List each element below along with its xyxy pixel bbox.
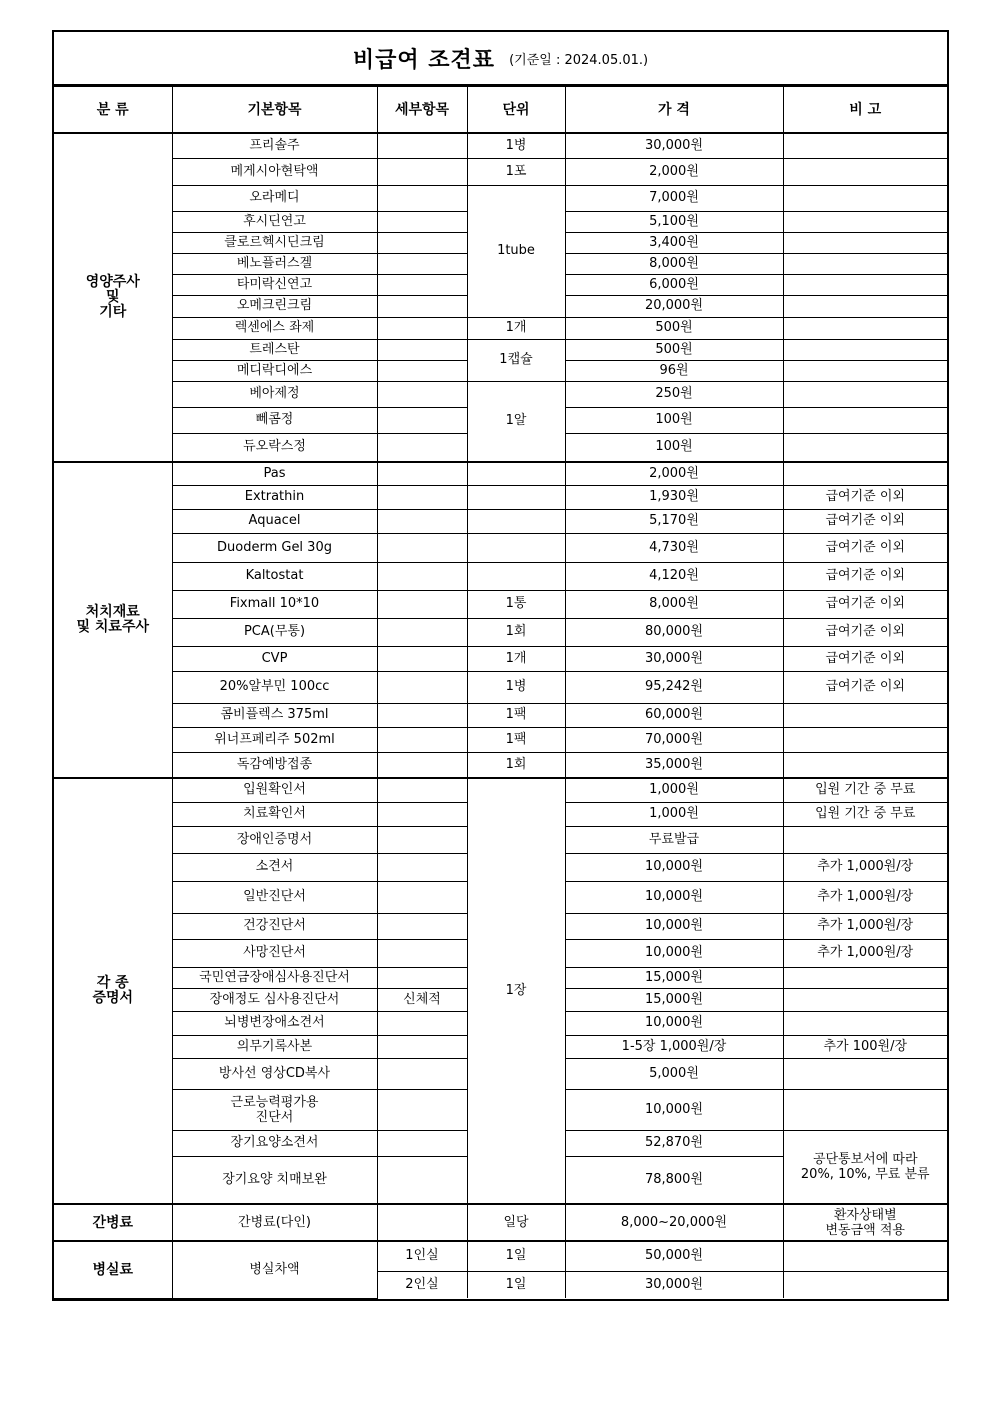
note-cell — [783, 1241, 947, 1271]
header-subitem: 세부항목 — [377, 87, 467, 134]
table-row — [54, 703, 947, 727]
table-row — [54, 509, 947, 533]
price-cell: 5,100원 — [565, 211, 783, 232]
note-cell — [783, 133, 947, 158]
table-row — [54, 671, 947, 703]
subitem-cell — [377, 752, 467, 778]
item-name: 입원확인서 — [172, 778, 377, 802]
subitem-cell — [377, 253, 467, 274]
header-category: 분 류 — [54, 87, 172, 134]
item-name: 메디락디에스 — [172, 360, 377, 381]
subitem-cell — [377, 939, 467, 967]
price-cell: 10,000원 — [565, 1089, 783, 1130]
table-row — [54, 185, 947, 211]
note-cell: 급여기준 이외 — [783, 671, 947, 703]
item-name: 베아제정 — [172, 381, 377, 407]
price-cell: 70,000원 — [565, 727, 783, 752]
note-cell: 급여기준 이외 — [783, 590, 947, 618]
note-cell: 급여기준 이외 — [783, 646, 947, 671]
subitem-cell — [377, 158, 467, 185]
price-cell: 96원 — [565, 360, 783, 381]
item-name: 오메크린크림 — [172, 295, 377, 317]
price-cell: 2,000원 — [565, 158, 783, 185]
price-cell: 8,000원 — [565, 590, 783, 618]
price-cell: 10,000원 — [565, 1011, 783, 1035]
note-cell — [783, 158, 947, 185]
table-row — [54, 158, 947, 185]
subitem-cell — [377, 1035, 467, 1058]
unit-cell: 1통 — [467, 590, 565, 618]
item-name: 듀오락스정 — [172, 433, 377, 462]
item-name: 장기요양소견서 — [172, 1130, 377, 1156]
subitem-cell — [377, 671, 467, 703]
price-cell: 10,000원 — [565, 853, 783, 881]
price-cell: 30,000원 — [565, 1271, 783, 1298]
table-row — [54, 485, 947, 509]
price-cell: 250원 — [565, 381, 783, 407]
unit-cell — [467, 462, 565, 485]
unit-cell: 1개 — [467, 317, 565, 339]
item-name: Extrathin — [172, 485, 377, 509]
price-cell: 10,000원 — [565, 881, 783, 913]
table-header-row — [54, 87, 947, 134]
note-cell — [783, 232, 947, 253]
note-cell: 급여기준 이외 — [783, 533, 947, 562]
item-name: 콤비플렉스 375ml — [172, 703, 377, 727]
price-cell: 60,000원 — [565, 703, 783, 727]
unit-cell: 일당 — [467, 1204, 565, 1241]
subitem-cell — [377, 485, 467, 509]
item-name: 렉센에스 좌제 — [172, 317, 377, 339]
price-cell: 5,170원 — [565, 509, 783, 533]
unit-cell: 1장 — [467, 778, 565, 1204]
item-name: 클로르헥시딘크림 — [172, 232, 377, 253]
price-cell: 2,000원 — [565, 462, 783, 485]
item-name: Aquacel — [172, 509, 377, 533]
note-cell — [783, 988, 947, 1011]
subitem-cell — [377, 1058, 467, 1089]
price-cell: 78,800원 — [565, 1156, 783, 1204]
price-cell: 8,000~20,000원 — [565, 1204, 783, 1241]
item-name: 일반진단서 — [172, 881, 377, 913]
subitem-cell — [377, 1130, 467, 1156]
table-row — [54, 646, 947, 671]
unit-cell: 1회 — [467, 752, 565, 778]
note-cell: 환자상태별 변동금액 적용 — [783, 1204, 947, 1241]
price-cell: 15,000원 — [565, 988, 783, 1011]
subitem-cell — [377, 462, 467, 485]
item-name: 장기요양 치매보완 — [172, 1156, 377, 1204]
subitem-cell — [377, 433, 467, 462]
price-cell: 100원 — [565, 407, 783, 433]
category-treatment: 처치재료 및 치료주사 — [54, 462, 172, 778]
item-name: 방사선 영상CD복사 — [172, 1058, 377, 1089]
note-cell — [783, 727, 947, 752]
price-cell: 100원 — [565, 433, 783, 462]
price-cell: 8,000원 — [565, 253, 783, 274]
item-name: 의무기록사본 — [172, 1035, 377, 1058]
item-name: 장애인증명서 — [172, 826, 377, 853]
table-row — [54, 462, 947, 485]
price-cell: 500원 — [565, 317, 783, 339]
subitem-cell — [377, 232, 467, 253]
table-row — [54, 727, 947, 752]
fee-sheet — [52, 30, 949, 1301]
category-nutrition: 영양주사 및 기타 — [54, 133, 172, 462]
subitem-cell — [377, 1011, 467, 1035]
subitem-cell — [377, 618, 467, 646]
header-item: 기본항목 — [172, 87, 377, 134]
table-row — [54, 562, 947, 590]
subitem-cell: 1인실 — [377, 1241, 467, 1271]
table-row — [54, 533, 947, 562]
subitem-cell — [377, 407, 467, 433]
subitem-cell — [377, 339, 467, 360]
price-cell: 1-5장 1,000원/장 — [565, 1035, 783, 1058]
item-name: 간병료(다인) — [172, 1204, 377, 1241]
note-cell — [783, 1058, 947, 1089]
note-cell — [783, 433, 947, 462]
price-cell: 3,400원 — [565, 232, 783, 253]
price-cell: 30,000원 — [565, 133, 783, 158]
note-cell: 급여기준 이외 — [783, 485, 947, 509]
unit-cell: 1병 — [467, 671, 565, 703]
subitem-cell — [377, 1089, 467, 1130]
subitem-cell — [377, 133, 467, 158]
note-cell — [783, 295, 947, 317]
item-name: 장애정도 심사용진단서 — [172, 988, 377, 1011]
subitem-cell — [377, 295, 467, 317]
subitem-cell — [377, 826, 467, 853]
note-cell: 입원 기간 중 무료 — [783, 778, 947, 802]
table-row — [54, 381, 947, 407]
note-cell — [783, 1271, 947, 1298]
price-cell: 1,930원 — [565, 485, 783, 509]
subitem-cell — [377, 562, 467, 590]
subitem-cell — [377, 703, 467, 727]
note-cell — [783, 253, 947, 274]
note-cell — [783, 826, 947, 853]
item-name: 트레스탄 — [172, 339, 377, 360]
note-cell — [783, 967, 947, 988]
subitem-cell — [377, 727, 467, 752]
note-cell: 급여기준 이외 — [783, 562, 947, 590]
note-cell — [783, 381, 947, 407]
note-cell — [783, 274, 947, 295]
price-cell: 1,000원 — [565, 778, 783, 802]
unit-cell — [467, 533, 565, 562]
price-cell: 5,000원 — [565, 1058, 783, 1089]
item-name: 베노플러스겔 — [172, 253, 377, 274]
unit-cell: 1팩 — [467, 703, 565, 727]
note-cell — [783, 703, 947, 727]
note-cell — [783, 317, 947, 339]
note-cell — [783, 339, 947, 360]
item-name: 프리솔주 — [172, 133, 377, 158]
note-cell — [783, 360, 947, 381]
category-certificates: 각 종 증명서 — [54, 778, 172, 1204]
subitem-cell — [377, 1204, 467, 1241]
unit-cell: 1개 — [467, 646, 565, 671]
price-cell: 6,000원 — [565, 274, 783, 295]
subitem-cell — [377, 881, 467, 913]
subitem-cell — [377, 778, 467, 802]
note-cell: 추가 1,000원/장 — [783, 853, 947, 881]
subitem-cell — [377, 274, 467, 295]
item-name: 20%알부민 100cc — [172, 671, 377, 703]
unit-cell: 1알 — [467, 381, 565, 462]
price-cell: 50,000원 — [565, 1241, 783, 1271]
date-note: (기준일 : 2024.05.01.) — [509, 52, 649, 68]
header-note: 비 고 — [783, 87, 947, 134]
table-row — [54, 778, 947, 802]
page-title: 비급여 조견표 — [352, 47, 496, 73]
note-cell: 급여기준 이외 — [783, 509, 947, 533]
unit-cell: 1캡슐 — [467, 339, 565, 381]
item-name: 근로능력평가용 진단서 — [172, 1089, 377, 1130]
table-row — [54, 752, 947, 778]
unit-cell: 1회 — [467, 618, 565, 646]
item-name: 독감예방접종 — [172, 752, 377, 778]
unit-cell: 1병 — [467, 133, 565, 158]
note-cell: 공단통보서에 따라 20%, 10%, 무료 분류 — [783, 1130, 947, 1204]
item-name: 후시딘연고 — [172, 211, 377, 232]
subitem-cell — [377, 853, 467, 881]
note-cell: 급여기준 이외 — [783, 618, 947, 646]
unit-cell — [467, 562, 565, 590]
price-cell: 10,000원 — [565, 913, 783, 939]
note-cell: 추가 1,000원/장 — [783, 881, 947, 913]
item-name: CVP — [172, 646, 377, 671]
price-cell: 4,730원 — [565, 533, 783, 562]
item-name: 뇌병변장애소견서 — [172, 1011, 377, 1035]
unit-cell: 1팩 — [467, 727, 565, 752]
table-row — [54, 133, 947, 158]
unit-cell — [467, 509, 565, 533]
price-cell: 80,000원 — [565, 618, 783, 646]
item-name: 치료확인서 — [172, 802, 377, 826]
unit-cell: 1포 — [467, 158, 565, 185]
subitem-cell — [377, 317, 467, 339]
price-cell: 무료발급 — [565, 826, 783, 853]
note-cell — [783, 1089, 947, 1130]
note-cell: 추가 1,000원/장 — [783, 913, 947, 939]
note-cell — [783, 752, 947, 778]
subitem-cell — [377, 967, 467, 988]
subitem-cell: 신체적 — [377, 988, 467, 1011]
item-name: 사망진단서 — [172, 939, 377, 967]
item-name: 병실차액 — [172, 1241, 377, 1298]
price-cell: 30,000원 — [565, 646, 783, 671]
category-room: 병실료 — [54, 1241, 172, 1298]
item-name: 국민연금장애심사용진단서 — [172, 967, 377, 988]
item-name: 뻬콤정 — [172, 407, 377, 433]
subitem-cell — [377, 533, 467, 562]
header-price: 가 격 — [565, 87, 783, 134]
unit-cell — [467, 485, 565, 509]
fee-table — [54, 86, 947, 1299]
subitem-cell — [377, 381, 467, 407]
subitem-cell — [377, 913, 467, 939]
item-name: 소견서 — [172, 853, 377, 881]
note-cell — [783, 185, 947, 211]
table-row — [54, 1241, 947, 1271]
subitem-cell — [377, 802, 467, 826]
item-name: 타미락신연고 — [172, 274, 377, 295]
subitem-cell — [377, 590, 467, 618]
table-row — [54, 317, 947, 339]
note-cell: 추가 1,000원/장 — [783, 939, 947, 967]
price-cell: 35,000원 — [565, 752, 783, 778]
item-name: PCA(무통) — [172, 618, 377, 646]
unit-cell: 1일 — [467, 1241, 565, 1271]
note-cell — [783, 211, 947, 232]
table-row — [54, 618, 947, 646]
unit-cell: 1일 — [467, 1271, 565, 1298]
title-bar — [54, 32, 947, 86]
header-unit: 단위 — [467, 87, 565, 134]
subitem-cell — [377, 360, 467, 381]
note-cell — [783, 462, 947, 485]
item-name: 오라메디 — [172, 185, 377, 211]
price-cell: 10,000원 — [565, 939, 783, 967]
subitem-cell — [377, 185, 467, 211]
price-cell: 52,870원 — [565, 1130, 783, 1156]
price-cell: 500원 — [565, 339, 783, 360]
price-cell: 1,000원 — [565, 802, 783, 826]
item-name: 위너프페리주 502ml — [172, 727, 377, 752]
category-care: 간병료 — [54, 1204, 172, 1241]
item-name: 건강진단서 — [172, 913, 377, 939]
item-name: Duoderm Gel 30g — [172, 533, 377, 562]
item-name: Pas — [172, 462, 377, 485]
table-row — [54, 590, 947, 618]
subitem-cell — [377, 211, 467, 232]
price-cell: 95,242원 — [565, 671, 783, 703]
item-name: 메게시아현탁액 — [172, 158, 377, 185]
note-cell — [783, 1011, 947, 1035]
subitem-cell — [377, 646, 467, 671]
item-name: Kaltostat — [172, 562, 377, 590]
subitem-cell: 2인실 — [377, 1271, 467, 1298]
unit-cell: 1tube — [467, 185, 565, 317]
subitem-cell — [377, 509, 467, 533]
price-cell: 15,000원 — [565, 967, 783, 988]
note-cell: 추가 100원/장 — [783, 1035, 947, 1058]
price-cell: 4,120원 — [565, 562, 783, 590]
price-cell: 7,000원 — [565, 185, 783, 211]
item-name: Fixmall 10*10 — [172, 590, 377, 618]
price-cell: 20,000원 — [565, 295, 783, 317]
note-cell: 입원 기간 중 무료 — [783, 802, 947, 826]
subitem-cell — [377, 1156, 467, 1204]
note-cell — [783, 407, 947, 433]
table-row — [54, 1204, 947, 1241]
table-row — [54, 339, 947, 360]
